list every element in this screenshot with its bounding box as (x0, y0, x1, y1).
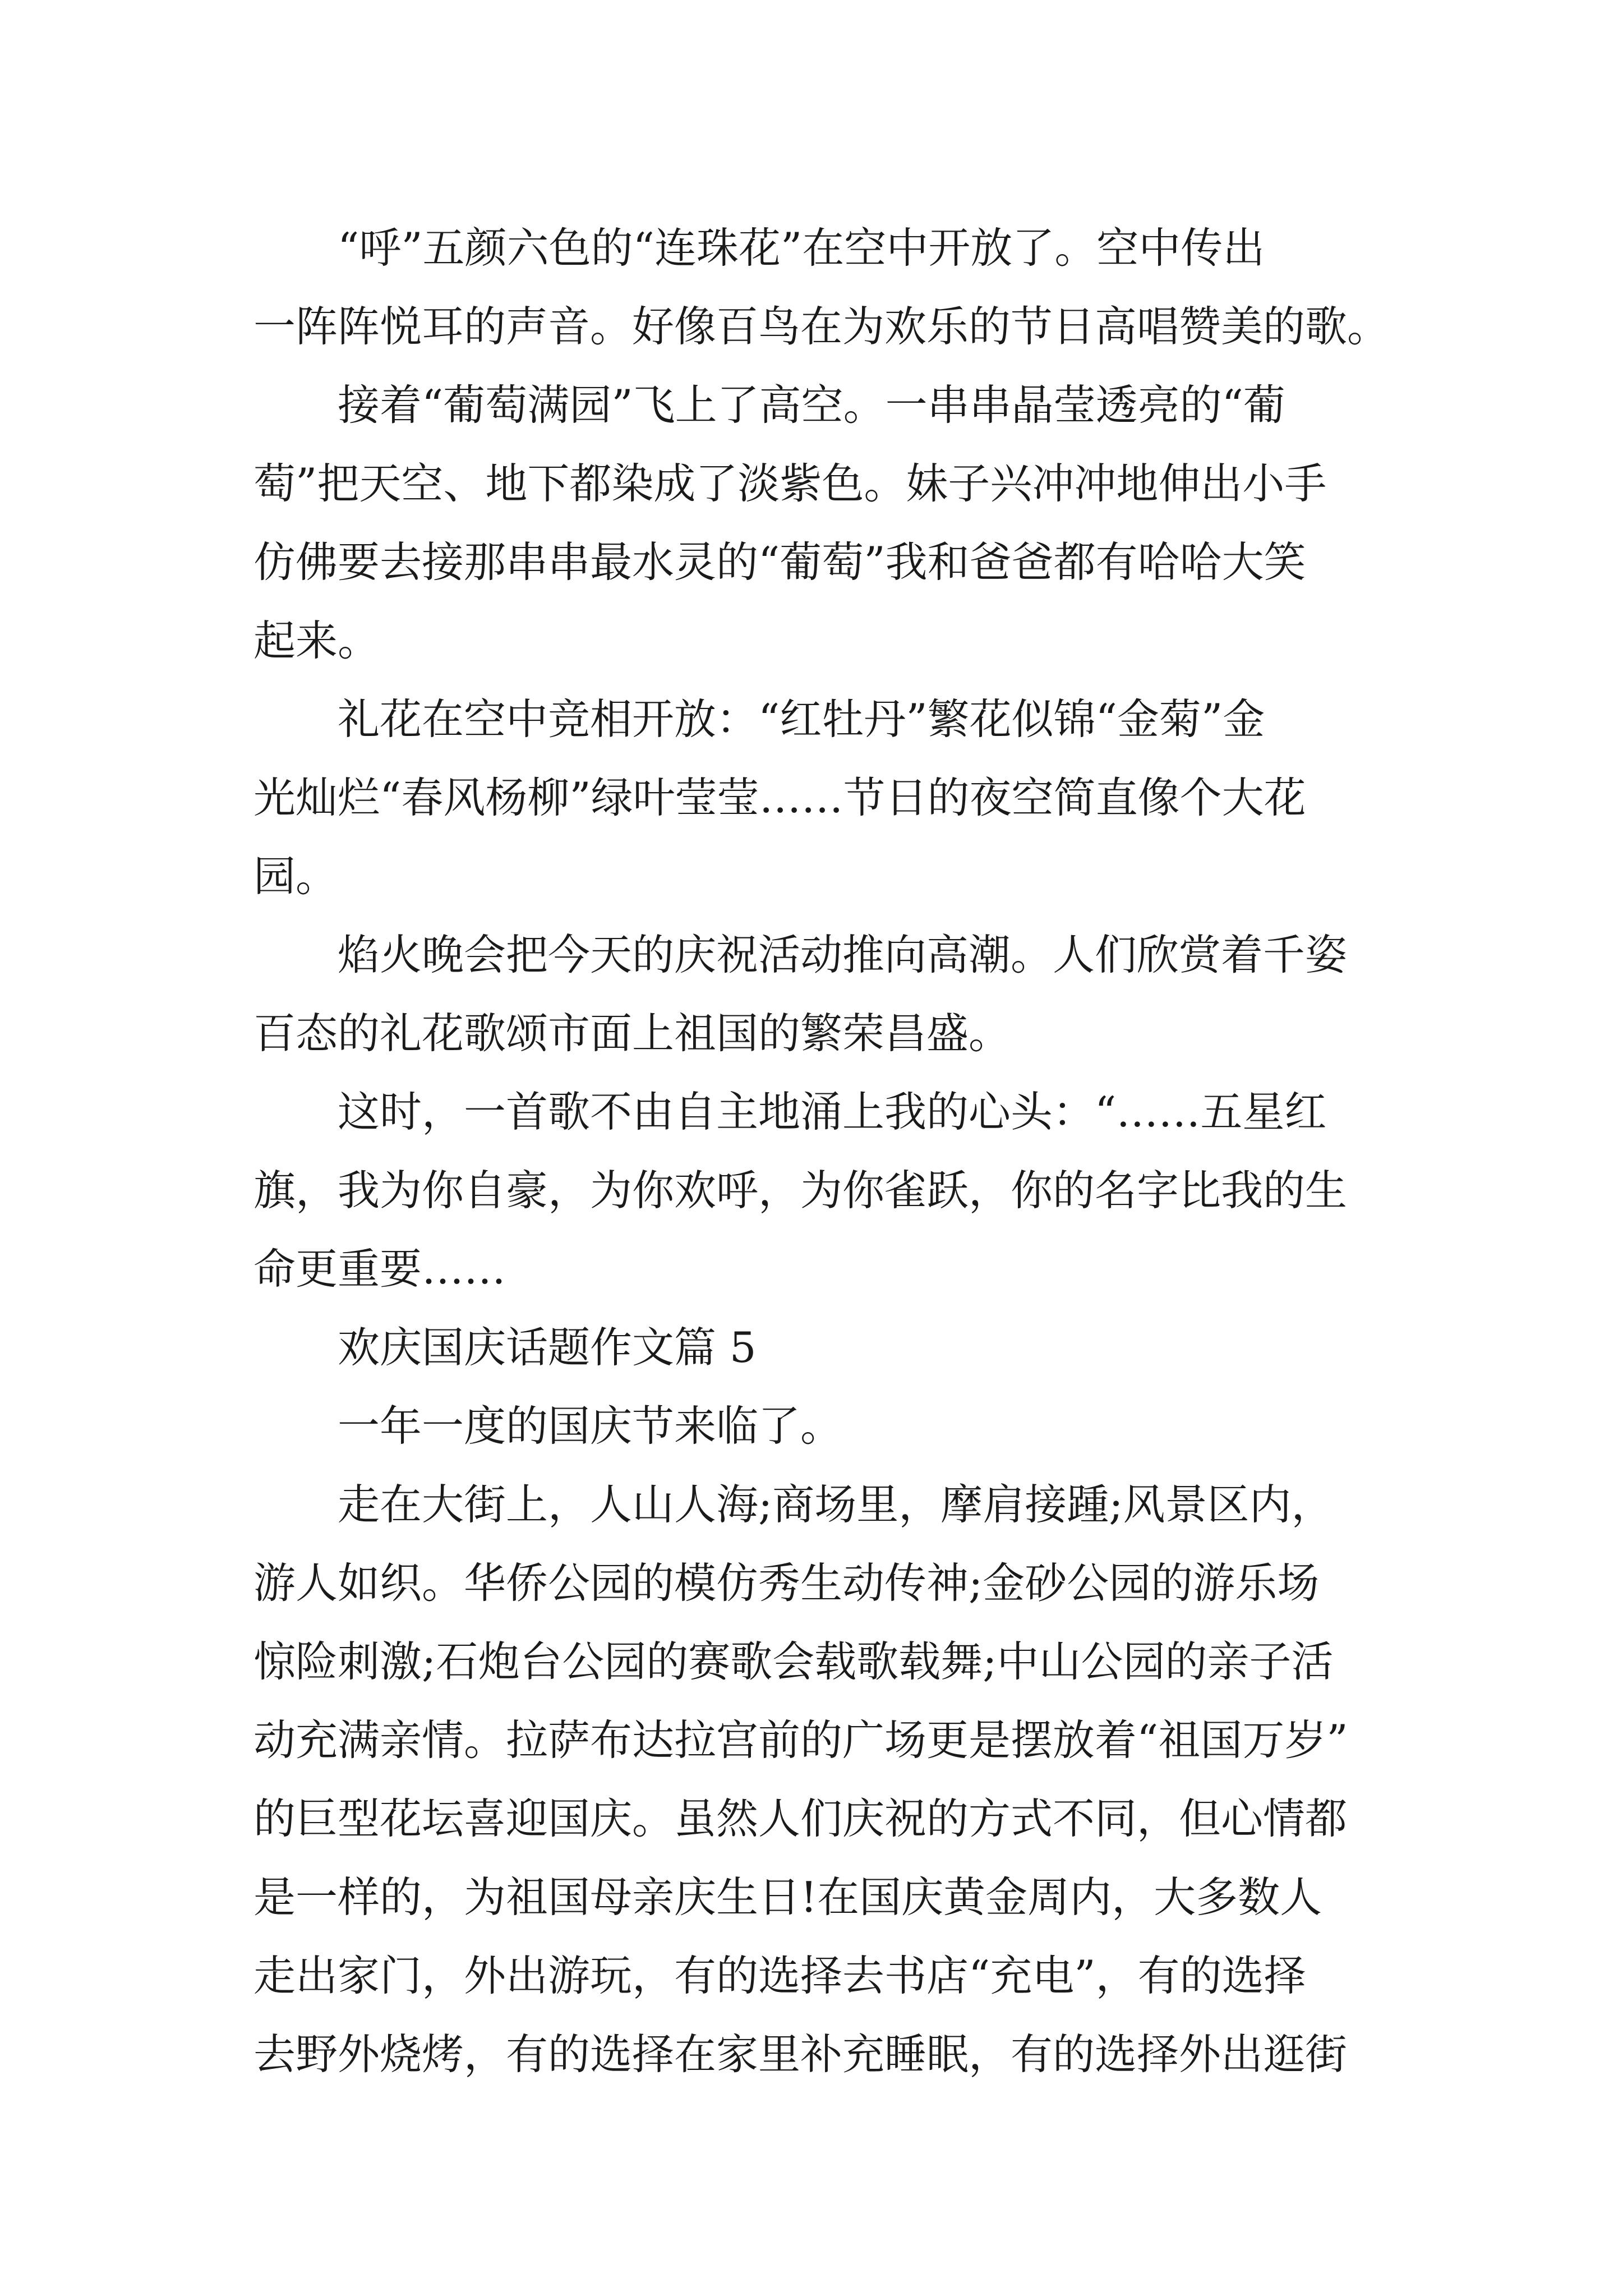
text-line: 接着“葡萄满园”飞上了高空。一串串晶莹透亮的“葡 (338, 380, 1286, 430)
text-line: 这时，一首歌不由自主地涌上我的心头：“……五星红 (338, 1087, 1327, 1137)
section-heading: 欢庆国庆话题作文篇 5 (338, 1323, 757, 1372)
text-line: 仿佛要去接那串串最水灵的“葡萄”我和爸爸都有哈哈大笑 (253, 537, 1306, 587)
text-line: “呼”五颜六色的“连珠花”在空中开放了。空中传出 (338, 223, 1265, 273)
text-line: 是一样的，为祖国母亲庆生日!在国庆黄金周内，大多数人 (253, 1872, 1322, 1922)
text-line: 萄”把天空、地下都染成了淡紫色。妹子兴冲冲地伸出小手 (253, 459, 1327, 508)
text-line: 礼花在空中竞相开放：“红牡丹”繁花似锦“金菊”金 (338, 694, 1265, 744)
text-line: 游人如织。华侨公园的模仿秀生动传神;金砂公园的游乐场 (253, 1558, 1320, 1608)
text-line: 的巨型花坛喜迎国庆。虽然人们庆祝的方式不同，但心情都 (253, 1794, 1348, 1843)
text-line: 光灿烂“春风杨柳”绿叶莹莹……节日的夜空简直像个大花 (253, 773, 1306, 822)
text-line: 动充满亲情。拉萨布达拉宫前的广场更是摆放着“祖国万岁” (253, 1715, 1348, 1765)
text-line: 走出家门，外出游玩，有的选择去书店“充电”，有的选择 (253, 1951, 1306, 2000)
text-line: 焰火晚会把今天的庆祝活动推向高潮。人们欣赏着千姿 (338, 930, 1348, 979)
text-line: 一阵阵悦耳的声音。好像百鸟在为欢乐的节日高唱赞美的歌。 (253, 302, 1390, 351)
document-body (253, 209, 1409, 2093)
text-line: 去野外烧烤，有的选择在家里补充睡眠，有的选择外出逛街 (253, 2030, 1348, 2079)
text-line: 走在大街上，人山人海;商场里，摩肩接踵;风景区内， (338, 1480, 1334, 1529)
text-line: 园。 (253, 852, 338, 901)
text-line: 一年一度的国庆节来临了。 (338, 1401, 843, 1451)
text-line: 旗，我为你自豪，为你欢呼，为你雀跃，你的名字比我的生 (253, 1166, 1348, 1215)
text-line: 百态的礼花歌颂市面上祖国的繁荣昌盛。 (253, 1009, 1011, 1058)
text-line: 起来。 (253, 616, 380, 665)
text-line: 惊险刺激;石炮台公园的赛歌会载歌载舞;中山公园的亲子活 (253, 1637, 1334, 1686)
text-line: 命更重要…… (253, 1244, 506, 1294)
